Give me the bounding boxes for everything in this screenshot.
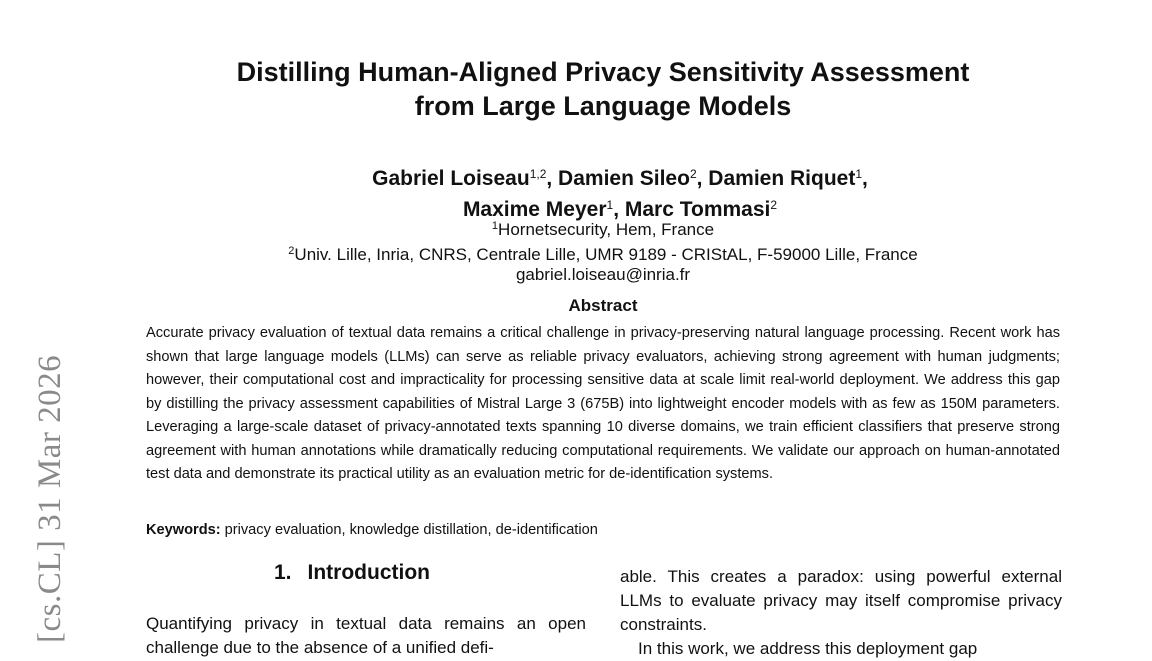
author-name: Damien Sileo [558,167,690,190]
abstract-heading: Abstract [568,296,638,315]
author-list [0,161,1152,223]
affiliation-1 [0,215,1152,241]
author-line-1: Gabriel Loiseau$^{1,2}$, Damien Sileo$^2$, Damien Riquet$^1$, [372,167,868,190]
intro-right-paragraph-1: able. This creates a paradox: using powerful external LLMs to evaluate privacy may itself compromise privacy constraints. [620,567,1062,634]
section-number: 1. [274,561,292,584]
contact-email: gabriel.loiseau@inria.fr [515,265,691,284]
author-name: Marc Tommasi [624,198,771,221]
author-affil-mark: 1 [606,198,614,212]
author-affil-mark: 2 [689,167,697,181]
abstract-body: Accurate privacy evaluation of textual data remains a critical challenge in privacy-preserving natural language processing. Recent work has shown that large language models (LLMs) can serve as reliable privacy evaluators, achieving strong agreement with human judgments; however, their computational cost and impracticality for processing sensitive data at scale limit real-world deployment. We address this gap by distilling the privacy assessment capabilities of Mistral Large 3 (675B) into lightweight encoder models with as few as 150M parameters. Leveraging a large-scale dataset of privacy-annotated texts spanning 10 diverse domains, we train efficient classifiers that preserve strong agreement with human annotations while dramatically reducing computational requirements. We validate our approach on human-annotated test data and demonstrate its practical utility as an evaluation metric for de-identification systems. [146,325,1060,482]
author-affil-mark: 2 [770,198,778,212]
affiliation-mark: 2 [288,245,295,257]
author-line-2: Maxime Meyer$^1$, Marc Tommasi$^2$ [462,198,778,221]
affiliation-mark: 1 [491,220,499,232]
author-name: Maxime Meyer [462,198,607,221]
affiliation-text: Univ. Lille, Inria, CNRS, Centrale Lille, UMR 9189 - CRIStAL, F-59000 Lille, France [294,245,918,264]
keywords-label: Keywords: [146,522,221,538]
author-affil-mark: 1,2 [529,167,547,181]
arxiv-identifier: [cs.CL] 31 Mar 2026 [32,354,68,643]
affiliation-text: Hornetsecurity, Hem, France [498,220,715,239]
intro-left-column: Quantifying privacy in textual data remains an open challenge due to the absence of a unified defi- [146,614,586,657]
section-title: Introduction [307,561,430,584]
keywords [146,522,598,538]
author-affil-mark: 1 [855,167,863,181]
title-line-1: Distilling Human-Aligned Privacy Sensitivity Assessment [236,57,970,87]
author-name: Gabriel Loiseau [372,167,530,190]
affiliation-2 [0,240,1152,266]
title-line-2: from Large Language Models [414,91,792,121]
author-name: Damien Riquet [708,167,856,190]
keywords-text: privacy evaluation, knowledge distillation, de-identification [224,522,598,538]
intro-right-column [620,565,1062,661]
paper-title [0,55,1152,123]
intro-right-paragraph-2: In this work, we address this deployment gap [638,639,978,658]
section-heading-introduction [274,561,430,585]
